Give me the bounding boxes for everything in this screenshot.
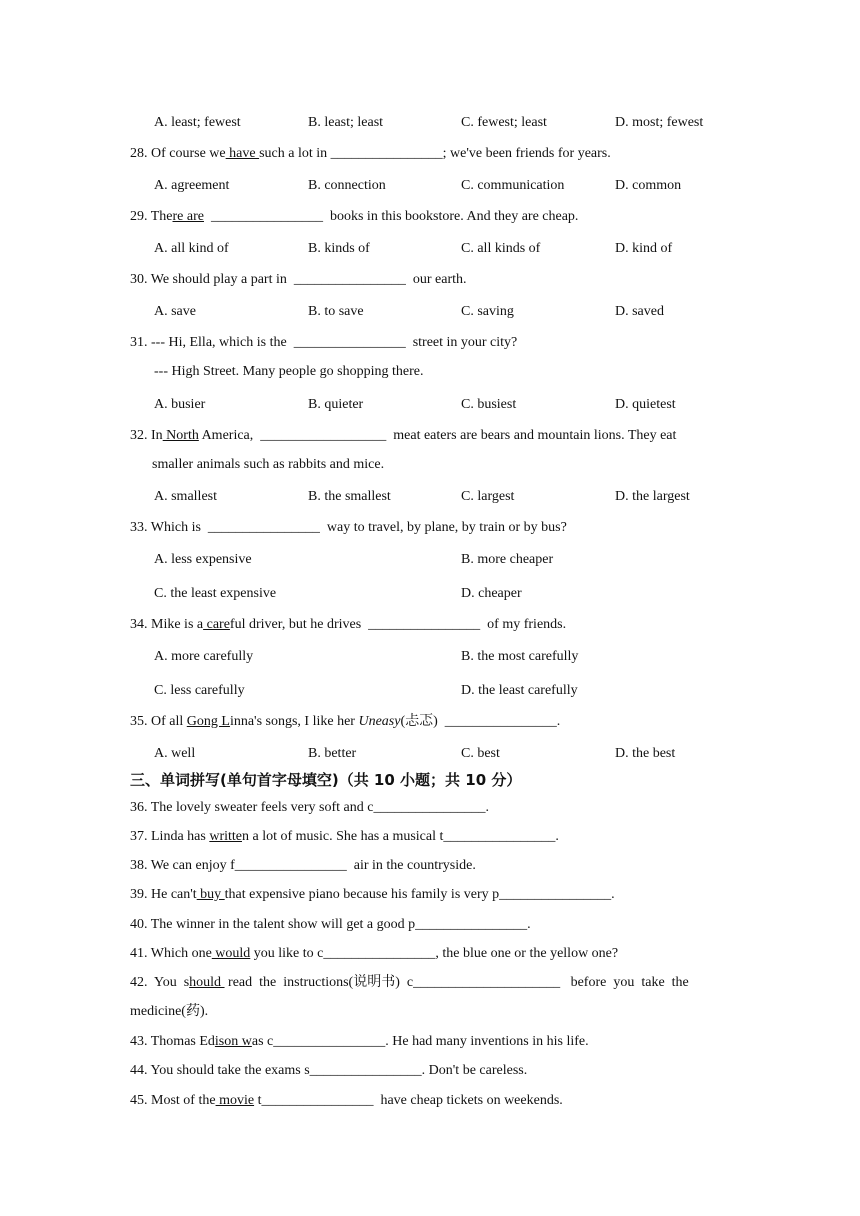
q34-option-c: C. less carefully (154, 683, 245, 698)
question-31-reply: --- High Street. Many people go shopping there. (154, 364, 424, 379)
q31-option-b: B. quieter (308, 397, 364, 412)
question-31: 31. --- Hi, Ella, which is the ________________ street in your city? (130, 335, 518, 350)
question-32: 32. In North America, __________________ meat eaters are bears and mountain lions. They eat (130, 428, 677, 443)
q27-option-c: C. fewest; least (461, 115, 547, 130)
section-heading: 三、单词拼写(单句首字母填空)（共 10 小题；共 10 分） (130, 771, 522, 789)
question-35: 35. Of all Gong Linna's songs, I like her Uneasy(忐忑) ________________. (130, 714, 561, 729)
question-29: 29. There are ________________ books in this bookstore. And they are cheap. (130, 209, 579, 224)
question-45: 45. Most of the movie t________________ have cheap tickets on weekends. (130, 1093, 563, 1108)
answer-blank[interactable]: ________________ (444, 714, 557, 729)
q35-option-c: C. best (461, 746, 500, 761)
answer-blank[interactable]: ________________ (323, 946, 436, 961)
answer-blank[interactable]: ________________ (368, 617, 481, 632)
question-39: 39. He can't buy that expensive piano because his family is very p________________. (130, 887, 615, 902)
q30-option-d: D. saved (615, 304, 664, 319)
q35-option-d: D. the best (615, 746, 676, 761)
q29-option-c: C. all kinds of (461, 241, 541, 256)
q33-option-a: A. less expensive (154, 552, 252, 567)
answer-blank[interactable]: __________________ (260, 428, 387, 443)
q29-option-a: A. all kind of (154, 241, 229, 256)
q29-option-d: D. kind of (615, 241, 673, 256)
q31-option-d: D. quietest (615, 397, 676, 412)
question-30: 30. We should play a part in ________________ our earth. (130, 272, 467, 287)
question-41: 41. Which one would you like to c________________, the blue one or the yellow one? (130, 946, 619, 961)
q28-option-d: D. common (615, 178, 682, 193)
answer-blank[interactable]: ________________ (499, 887, 612, 902)
q29-option-b: B. kinds of (308, 241, 370, 256)
q30-option-a: A. save (154, 304, 196, 319)
q34-option-d: D. the least carefully (461, 683, 578, 698)
q33-option-d: D. cheaper (461, 586, 522, 601)
q35-option-a: A. well (154, 746, 196, 761)
answer-blank[interactable]: ________________ (309, 1063, 422, 1078)
answer-blank[interactable]: ________________ (373, 800, 486, 815)
answer-blank[interactable]: ________________ (207, 520, 320, 535)
question-43: 43. Thomas Edison was c________________. He had many inventions in his life. (130, 1034, 589, 1049)
q35-option-b: B. better (308, 746, 357, 761)
question-33: 33. Which is ________________ way to travel, by plane, by train or by bus? (130, 520, 567, 535)
q32-option-c: C. largest (461, 489, 515, 504)
q28-option-c: C. communication (461, 178, 565, 193)
question-37: 37. Linda has written a lot of music. She has a musical t________________. (130, 829, 559, 844)
answer-blank[interactable]: ________________ (273, 1034, 386, 1049)
q30-option-c: C. saving (461, 304, 514, 319)
q27-option-a: A. least; fewest (154, 115, 241, 130)
answer-blank[interactable]: _____________________ (413, 975, 561, 990)
q34-option-b: B. the most carefully (461, 649, 579, 664)
question-42: 42. You should read the instructions(说明书) c_____________________ before you take the (130, 975, 689, 990)
question-38: 38. We can enjoy f________________ air in the countryside. (130, 858, 476, 873)
q32-option-b: B. the smallest (308, 489, 391, 504)
q30-option-b: B. to save (308, 304, 364, 319)
q31-option-a: A. busier (154, 397, 206, 412)
answer-blank[interactable]: ________________ (293, 335, 406, 350)
question-44: 44. You should take the exams s________________. Don't be careless. (130, 1063, 528, 1078)
answer-blank[interactable]: ________________ (330, 146, 443, 161)
answer-blank[interactable]: ________________ (415, 917, 528, 932)
question-32-line2: smaller animals such as rabbits and mice. (152, 457, 385, 472)
answer-blank[interactable]: ________________ (261, 1093, 374, 1108)
q28-option-b: B. connection (308, 178, 386, 193)
question-36: 36. The lovely sweater feels very soft and c________________. (130, 800, 489, 815)
answer-blank[interactable]: ________________ (443, 829, 556, 844)
q32-option-d: D. the largest (615, 489, 690, 504)
question-34: 34. Mike is a careful driver, but he drives ________________ of my friends. (130, 617, 567, 632)
q34-option-a: A. more carefully (154, 649, 254, 664)
q33-option-c: C. the least expensive (154, 586, 277, 601)
q27-option-b: B. least; least (308, 115, 384, 130)
q28-option-a: A. agreement (154, 178, 230, 193)
question-42-line2: medicine(药). (130, 1004, 209, 1019)
answer-blank[interactable]: ________________ (210, 209, 323, 224)
q33-option-b: B. more cheaper (461, 552, 554, 567)
question-40: 40. The winner in the talent show will get a good p________________. (130, 917, 531, 932)
question-28: 28. Of course we have such a lot in ________________; we've been friends for years. (130, 146, 611, 161)
q27-option-d: D. most; fewest (615, 115, 704, 130)
answer-blank[interactable]: ________________ (234, 858, 347, 873)
q32-option-a: A. smallest (154, 489, 217, 504)
answer-blank[interactable]: ________________ (293, 272, 406, 287)
q31-option-c: C. busiest (461, 397, 517, 412)
